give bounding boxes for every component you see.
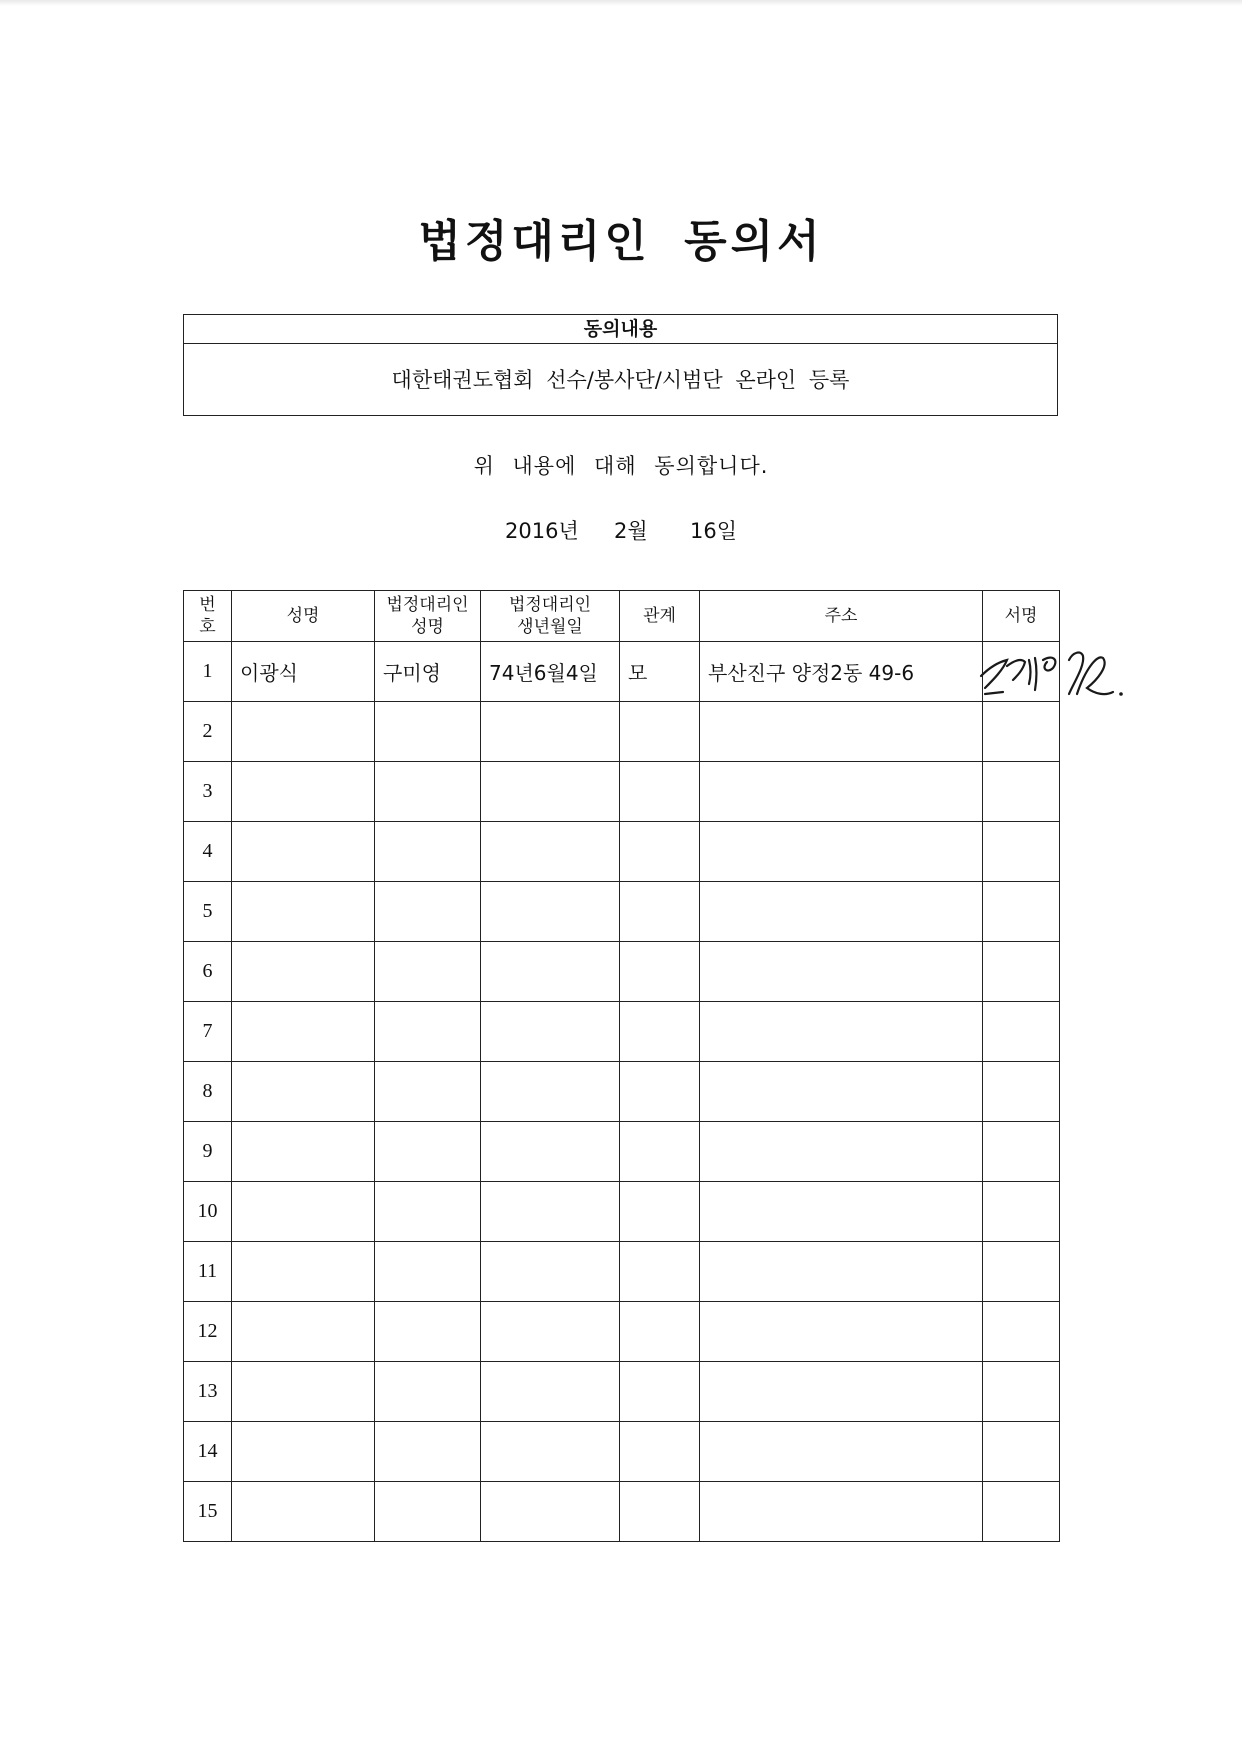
header-guardian-birth	[481, 591, 620, 642]
cell-guardian-birth	[481, 1242, 620, 1302]
cell-guardian-name	[375, 1122, 481, 1182]
table-header-row	[184, 591, 1060, 642]
table-row	[184, 822, 1060, 882]
table-row	[184, 762, 1060, 822]
row-number: 15	[184, 1482, 232, 1542]
date-day: 16일	[690, 519, 738, 543]
cell-relation	[620, 1122, 700, 1182]
cell-guardian-birth	[481, 1002, 620, 1062]
cell-guardian-name	[375, 1482, 481, 1542]
cell-relation	[620, 1242, 700, 1302]
table-row	[184, 942, 1060, 1002]
row-number: 13	[184, 1362, 232, 1422]
signature-stroke	[981, 660, 1007, 688]
signature-stroke	[1007, 660, 1025, 680]
cell-address	[700, 1482, 983, 1542]
cell-guardian-birth	[481, 1182, 620, 1242]
header-signature: 서명	[983, 591, 1060, 642]
row-number: 5	[184, 882, 232, 942]
header-no-label: 번호	[199, 595, 216, 637]
cell-address	[700, 1422, 983, 1482]
table-row	[184, 702, 1060, 762]
cell-relation	[620, 1002, 700, 1062]
row-number: 6	[184, 942, 232, 1002]
cell-name	[232, 882, 375, 942]
cell-signature	[983, 1362, 1060, 1422]
row-number: 8	[184, 1062, 232, 1122]
cell-relation: 모	[620, 642, 700, 702]
row-number: 14	[184, 1422, 232, 1482]
row-number: 11	[184, 1242, 232, 1302]
cell-guardian-birth	[481, 702, 620, 762]
cell-guardian-birth	[481, 1362, 620, 1422]
cell-signature	[983, 1182, 1060, 1242]
cell-address	[700, 1362, 983, 1422]
cell-relation	[620, 1482, 700, 1542]
consent-box	[183, 314, 1058, 416]
cell-guardian-name	[375, 1062, 481, 1122]
cell-guardian-name	[375, 1422, 481, 1482]
table-row	[184, 1302, 1060, 1362]
header-no	[184, 591, 232, 642]
cell-name	[232, 942, 375, 1002]
table-row	[184, 882, 1060, 942]
cell-address	[700, 702, 983, 762]
cell-relation	[620, 942, 700, 1002]
header-guardian-birth-label: 법정대리인 생년월일	[508, 595, 592, 637]
cell-guardian-birth: 74년6월4일	[481, 642, 620, 702]
cell-guardian-name	[375, 822, 481, 882]
cell-name	[232, 702, 375, 762]
cell-guardian-birth	[481, 1122, 620, 1182]
cell-relation	[620, 822, 700, 882]
cell-signature	[983, 1122, 1060, 1182]
table-row	[184, 1362, 1060, 1422]
cell-signature	[983, 942, 1060, 1002]
cell-relation	[620, 1422, 700, 1482]
cell-name	[232, 762, 375, 822]
cell-guardian-birth	[481, 1062, 620, 1122]
cell-guardian-name	[375, 882, 481, 942]
cell-signature	[983, 822, 1060, 882]
signature-stroke	[1035, 658, 1037, 690]
cell-address	[700, 1062, 983, 1122]
cell-signature	[983, 762, 1060, 822]
cell-address	[700, 1002, 983, 1062]
cell-guardian-name	[375, 1002, 481, 1062]
cell-address	[700, 822, 983, 882]
header-name: 성명	[232, 591, 375, 642]
cell-guardian-birth	[481, 822, 620, 882]
table-row	[184, 1482, 1060, 1542]
cell-address	[700, 882, 983, 942]
cell-name	[232, 1002, 375, 1062]
row-number: 4	[184, 822, 232, 882]
cell-guardian-name	[375, 762, 481, 822]
page-title: 법정대리인 동의서	[418, 216, 824, 267]
cell-relation	[620, 882, 700, 942]
cell-signature	[983, 1242, 1060, 1302]
table-row	[184, 1182, 1060, 1242]
cell-relation	[620, 1182, 700, 1242]
cell-name	[232, 1302, 375, 1362]
cell-address	[700, 762, 983, 822]
cell-guardian-birth	[481, 1482, 620, 1542]
signature-stroke	[1069, 653, 1083, 694]
cell-guardian-name	[375, 1182, 481, 1242]
guardian-table	[183, 590, 1060, 1542]
cell-guardian-birth	[481, 882, 620, 942]
header-relation: 관계	[620, 591, 700, 642]
table-row	[184, 1242, 1060, 1302]
cell-guardian-birth	[481, 942, 620, 1002]
cell-name	[232, 1122, 375, 1182]
cell-name	[232, 1242, 375, 1302]
header-address: 주소	[700, 591, 983, 642]
cell-name	[232, 1182, 375, 1242]
row-number: 2	[184, 702, 232, 762]
cell-relation	[620, 762, 700, 822]
header-guardian-name	[375, 591, 481, 642]
header-guardian-name-label: 법정대리인 성명	[386, 595, 469, 637]
cell-signature	[983, 1002, 1060, 1062]
row-number: 1	[184, 642, 232, 702]
cell-guardian-name	[375, 1242, 481, 1302]
row-number: 10	[184, 1182, 232, 1242]
cell-relation	[620, 1362, 700, 1422]
row-number: 12	[184, 1302, 232, 1362]
cell-address: 부산진구 양정2동 49-6	[700, 642, 983, 702]
cell-signature	[983, 1302, 1060, 1362]
cell-address	[700, 1242, 983, 1302]
table-body	[184, 642, 1060, 1542]
table-row	[184, 1422, 1060, 1482]
cell-guardian-birth	[481, 1302, 620, 1362]
cell-signature	[983, 702, 1060, 762]
cell-guardian-name	[375, 1362, 481, 1422]
cell-guardian-name	[375, 942, 481, 1002]
cell-name	[232, 1482, 375, 1542]
cell-relation	[620, 1062, 700, 1122]
cell-guardian-name	[375, 702, 481, 762]
cell-signature	[983, 882, 1060, 942]
cell-signature	[983, 642, 1060, 702]
cell-guardian-name	[375, 1302, 481, 1362]
scan-edge	[0, 0, 1242, 6]
table-row	[184, 642, 1060, 702]
row-number: 7	[184, 1002, 232, 1062]
signature-dot	[1119, 692, 1123, 696]
cell-name	[232, 822, 375, 882]
cell-address	[700, 942, 983, 1002]
cell-relation	[620, 1302, 700, 1362]
consent-content: 대한태권도협회 선수/봉사단/시범단 온라인 등록	[391, 368, 850, 392]
cell-name	[232, 1422, 375, 1482]
handwritten-signature	[977, 636, 1127, 706]
cell-address	[700, 1122, 983, 1182]
table-row	[184, 1062, 1060, 1122]
cell-signature	[983, 1422, 1060, 1482]
signature-stroke	[1029, 660, 1031, 684]
agreement-text: 위 내용에 대해 동의합니다.	[473, 454, 769, 478]
cell-address	[700, 1182, 983, 1242]
cell-signature	[983, 1482, 1060, 1542]
cell-signature	[983, 1062, 1060, 1122]
signature-stroke	[985, 692, 1003, 694]
cell-guardian-birth	[481, 1422, 620, 1482]
table-row	[184, 1122, 1060, 1182]
row-number: 3	[184, 762, 232, 822]
cell-address	[700, 1302, 983, 1362]
row-number: 9	[184, 1122, 232, 1182]
cell-name: 이광식	[232, 642, 375, 702]
cell-guardian-name: 구미영	[375, 642, 481, 702]
date-year: 2016년	[505, 519, 579, 543]
table-row	[184, 1002, 1060, 1062]
cell-relation	[620, 702, 700, 762]
cell-name	[232, 1062, 375, 1122]
consent-header: 동의내용	[184, 315, 1057, 344]
cell-guardian-birth	[481, 762, 620, 822]
cell-name	[232, 1362, 375, 1422]
signature-stroke	[1043, 658, 1055, 671]
date-month: 2월	[614, 519, 648, 543]
